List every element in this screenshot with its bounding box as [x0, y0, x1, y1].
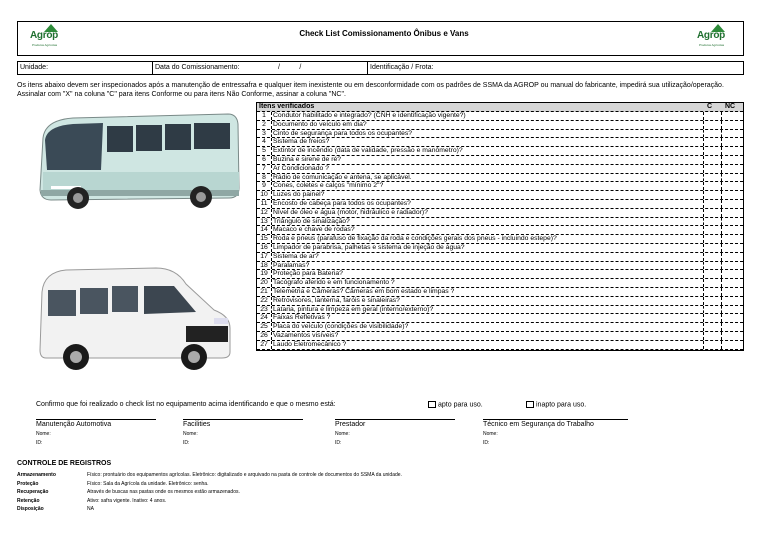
confirmation-line — [36, 401, 336, 408]
item-number: 19 — [257, 270, 272, 278]
item-question: Macaco e chave de rodas? — [273, 226, 355, 234]
item-number: 10 — [257, 191, 272, 199]
item-question: Laudo Eletromecânico ? — [273, 340, 347, 348]
item-number: 24 — [257, 314, 272, 322]
item-number: 5 — [257, 147, 272, 155]
table-row — [257, 288, 743, 297]
controle-row: Retenção Ativo: safra vigente. Inativo: 4 anos. — [17, 497, 167, 504]
inapto-label: inapto para uso. — [536, 401, 587, 409]
c-checkbox-cell[interactable] — [703, 138, 720, 146]
item-question: Telemetria e Câmeras? Câmeras em bom estado e limpas ? — [273, 287, 455, 295]
nc-checkbox-cell[interactable] — [721, 341, 743, 349]
nc-checkbox-cell[interactable] — [721, 182, 743, 190]
table-row — [257, 218, 743, 227]
nc-checkbox-cell[interactable] — [721, 165, 743, 173]
van-image — [36, 262, 236, 377]
item-question: Lataria, pintura e limpeza em geral (interno/externo)? — [273, 305, 434, 313]
item-question: Tacógrafo aferido e em funcionamento ? — [273, 279, 395, 287]
item-question: Luzes do painel? — [273, 191, 325, 199]
apto-checkbox[interactable] — [428, 401, 436, 408]
c-checkbox-cell[interactable] — [703, 244, 720, 252]
c-checkbox-cell[interactable] — [703, 191, 720, 199]
identification-row — [17, 61, 744, 75]
table-row — [257, 112, 743, 121]
item-question: Limpador de parabrisa, palhetas e sistema de injeção de água? — [273, 243, 465, 251]
nc-checkbox-cell[interactable] — [721, 332, 743, 340]
item-question: Encosto de cabeça para todos os ocupantes? — [273, 199, 411, 207]
unidade-field[interactable] — [18, 62, 153, 74]
nc-checkbox-cell[interactable] — [721, 314, 743, 322]
signature-id: ID: — [36, 440, 43, 446]
item-question: Placa do veículo (condições de visibilidade)? — [273, 323, 409, 331]
inapto-option[interactable] — [526, 401, 586, 408]
item-number: 7 — [257, 165, 272, 173]
item-number: 27 — [257, 341, 272, 349]
table-row — [257, 147, 743, 156]
item-number: 9 — [257, 182, 272, 190]
nc-checkbox-cell[interactable] — [721, 270, 743, 278]
logo-text: Agrop — [30, 30, 58, 41]
c-checkbox-cell[interactable] — [703, 174, 720, 182]
item-number: 15 — [257, 235, 272, 243]
c-checkbox-cell[interactable] — [703, 323, 720, 331]
c-checkbox-cell[interactable] — [703, 332, 720, 340]
item-question: Sistema de freios? — [273, 138, 330, 146]
c-checkbox-cell[interactable] — [703, 209, 720, 217]
signature-role: Prestador — [335, 421, 366, 428]
logo-text: Agrop — [697, 30, 725, 41]
c-checkbox-cell[interactable] — [703, 165, 720, 173]
frota-field[interactable] — [368, 62, 743, 74]
c-checkbox-cell[interactable] — [703, 314, 720, 322]
item-question: Rádio de comunicação e antena, se aplicável. — [273, 173, 412, 181]
controle-title: CONTROLE DE REGISTROS — [17, 460, 112, 467]
table-row — [257, 191, 743, 200]
date-slashes: / / — [278, 64, 302, 71]
item-number: 21 — [257, 288, 272, 296]
item-number: 1 — [257, 112, 272, 120]
table-row — [257, 244, 743, 253]
item-number: 13 — [257, 218, 272, 226]
item-number: 2 — [257, 121, 272, 129]
item-number: 25 — [257, 323, 272, 331]
item-question: Buzina e sirene de ré? — [273, 155, 342, 163]
checklist-table — [256, 102, 744, 351]
c-checkbox-cell[interactable] — [703, 112, 720, 120]
signature-nome: Nome: — [36, 431, 51, 437]
nc-checkbox-cell[interactable] — [721, 121, 743, 129]
c-checkbox-cell[interactable] — [703, 253, 720, 261]
data-field[interactable] — [153, 62, 368, 74]
nc-checkbox-cell[interactable] — [721, 226, 743, 234]
signature-line[interactable] — [183, 419, 303, 420]
c-checkbox-cell[interactable] — [703, 182, 720, 190]
signature-line[interactable] — [335, 419, 455, 420]
nc-checkbox-cell[interactable] — [721, 209, 743, 217]
c-checkbox-cell[interactable] — [703, 156, 720, 164]
nc-checkbox-cell[interactable] — [721, 323, 743, 331]
header-box — [17, 21, 744, 56]
item-question: Sistema de ar? — [273, 252, 319, 260]
c-checkbox-cell[interactable] — [703, 306, 720, 314]
controle-row: Proteção Físico: Sala da Agrícola da unidade. Eletrônico: senha. — [17, 480, 209, 487]
controle-row: Disposição NA — [17, 506, 94, 513]
c-checkbox-cell[interactable] — [703, 226, 720, 234]
table-row — [257, 314, 743, 323]
bus-image — [33, 108, 243, 218]
item-number: 6 — [257, 156, 272, 164]
nc-checkbox-cell[interactable] — [721, 288, 743, 296]
apto-label: apto para uso. — [438, 401, 483, 409]
nc-checkbox-cell[interactable] — [721, 297, 743, 305]
logo-tagline: Produtos Agrícolas — [32, 43, 58, 47]
logo-tagline: Produtos Agrícolas — [699, 43, 725, 47]
nc-checkbox-cell[interactable] — [721, 235, 743, 243]
table-row — [257, 332, 743, 341]
nc-checkbox-cell[interactable] — [721, 138, 743, 146]
item-question: Documento do veículo em dia? — [273, 120, 367, 128]
signature-nome: Nome: — [483, 431, 498, 437]
frota-label: Identificação / Frota: — [370, 64, 434, 71]
data-label: Data do Comissionamento: — [155, 64, 240, 71]
inapto-checkbox[interactable] — [526, 401, 534, 408]
instructions-text: Os itens abaixo devem ser inspecionados após a manutenção de entressafra e qualquer item inexistente ou em desconformidade com os padrões de SSMA da AGROP ou manual do fabricante, impedirá sua utilização/operação. Assinalar com "X" na coluna "C" para itens Conforme ou para itens Não Conforme, assinar a coluna "NC". — [17, 82, 724, 98]
c-checkbox-cell[interactable] — [703, 200, 720, 208]
nc-checkbox-cell[interactable] — [721, 174, 743, 182]
table-row — [257, 200, 743, 209]
c-checkbox-cell[interactable] — [703, 130, 720, 138]
table-row — [257, 138, 743, 147]
table-row — [257, 130, 743, 139]
c-checkbox-cell[interactable] — [703, 341, 720, 349]
table-row — [257, 306, 743, 315]
nc-checkbox-cell[interactable] — [721, 191, 743, 199]
table-row — [257, 235, 743, 244]
item-number: 3 — [257, 130, 272, 138]
item-question: Extintor de incêndio (data de validade, pressão e manômetro)? — [273, 147, 463, 155]
table-row — [257, 341, 743, 350]
item-number: 11 — [257, 200, 272, 208]
item-number: 17 — [257, 253, 272, 261]
signature-role: Manutenção Automotiva — [36, 421, 112, 428]
item-question: Paralamas? — [273, 261, 310, 269]
nc-checkbox-cell[interactable] — [721, 147, 743, 155]
header-items: Itens verificados — [259, 103, 315, 110]
signature-role: Técnico em Segurança do Trabalho — [483, 421, 594, 428]
item-number: 23 — [257, 306, 272, 314]
signature-nome: Nome: — [335, 431, 350, 437]
nc-checkbox-cell[interactable] — [721, 130, 743, 138]
signature-id: ID: — [183, 440, 190, 446]
header-c: C — [707, 103, 713, 110]
item-number: 26 — [257, 332, 272, 340]
c-checkbox-cell[interactable] — [703, 235, 720, 243]
item-question: Faixas Refletivas ? — [273, 314, 331, 322]
table-row — [257, 279, 743, 288]
table-row — [257, 182, 743, 191]
nc-checkbox-cell[interactable] — [721, 279, 743, 287]
table-header — [257, 103, 743, 112]
item-number: 14 — [257, 226, 272, 234]
c-checkbox-cell[interactable] — [703, 270, 720, 278]
nc-checkbox-cell[interactable] — [721, 253, 743, 261]
table-row — [257, 174, 743, 183]
item-number: 22 — [257, 297, 272, 305]
table-row — [257, 297, 743, 306]
item-question: Condutor habilitado e integrado? (CNH e identificação vigente?) — [273, 112, 466, 119]
nc-checkbox-cell[interactable] — [721, 112, 743, 120]
controle-row: Recuperação Através de buscas nas pastas onde os mesmos estão armazenados. — [17, 489, 240, 496]
nc-checkbox-cell[interactable] — [721, 262, 743, 270]
table-row — [257, 209, 743, 218]
item-number: 20 — [257, 279, 272, 287]
c-checkbox-cell[interactable] — [703, 297, 720, 305]
table-row — [257, 165, 743, 174]
c-checkbox-cell[interactable] — [703, 147, 720, 155]
item-number: 4 — [257, 138, 272, 146]
item-number: 18 — [257, 262, 272, 270]
item-number: 12 — [257, 209, 272, 217]
table-row — [257, 226, 743, 235]
item-number: 16 — [257, 244, 272, 252]
table-row — [257, 253, 743, 262]
c-checkbox-cell[interactable] — [703, 288, 720, 296]
signature-line[interactable] — [36, 419, 156, 420]
item-question: Triângulo de sinalização? — [273, 217, 350, 225]
c-checkbox-cell[interactable] — [703, 279, 720, 287]
signature-line[interactable] — [483, 419, 628, 420]
nc-checkbox-cell[interactable] — [721, 244, 743, 252]
item-question: Retrovisores, lanterna, faróis e sinaleiras? — [273, 296, 400, 304]
controle-table — [17, 471, 402, 514]
item-question: Ar Condicionado ? — [273, 164, 329, 172]
nc-checkbox-cell[interactable] — [721, 156, 743, 164]
controle-row: Armazenamento Físico: prontuário dos equipamentos agrícolas. Eletrônico: digitalizado e arquivado na pasta de controle de documentos do SSMA da unidade. — [17, 472, 402, 478]
table-body — [257, 112, 743, 350]
table-row — [257, 262, 743, 271]
c-checkbox-cell[interactable] — [703, 262, 720, 270]
signature-nome: Nome: — [183, 431, 198, 437]
table-row — [257, 156, 743, 165]
table-row — [257, 323, 743, 332]
table-row — [257, 121, 743, 130]
confirmation-text: Confirmo que foi realizado o check list no equipamento acima identificando e que o mesmo está: — [36, 401, 336, 408]
unidade-label: Unidade: — [20, 64, 49, 71]
item-question: Nível de óleo e água (motor, hidráulico e radiador)? — [273, 208, 428, 216]
nc-checkbox-cell[interactable] — [721, 200, 743, 208]
signature-id: ID: — [335, 440, 342, 446]
page-title: Check List Comissionamento Ônibus e Vans — [299, 29, 469, 38]
nc-checkbox-cell[interactable] — [721, 306, 743, 314]
signature-id: ID: — [483, 440, 490, 446]
c-checkbox-cell[interactable] — [703, 218, 720, 226]
signature-role: Facilities — [183, 421, 211, 428]
nc-checkbox-cell[interactable] — [721, 218, 743, 226]
item-question: Cones, coletes e calços "mínimo 2"? — [273, 182, 384, 190]
header-nc: NC — [725, 103, 736, 110]
c-checkbox-cell[interactable] — [703, 121, 720, 129]
item-question: Proteção para Bateria? — [273, 270, 343, 278]
item-question: Vazamentos visíveis? — [273, 331, 339, 339]
item-question: Cinto de segurança para todos os ocupantes? — [273, 129, 413, 137]
item-number: 8 — [257, 174, 272, 182]
apto-option[interactable] — [428, 401, 483, 408]
table-row — [257, 270, 743, 279]
item-question: Roda e pneus (parafuso de fixação da roda e condições gerais dos pneus - incluindo estepe)? — [273, 235, 557, 243]
